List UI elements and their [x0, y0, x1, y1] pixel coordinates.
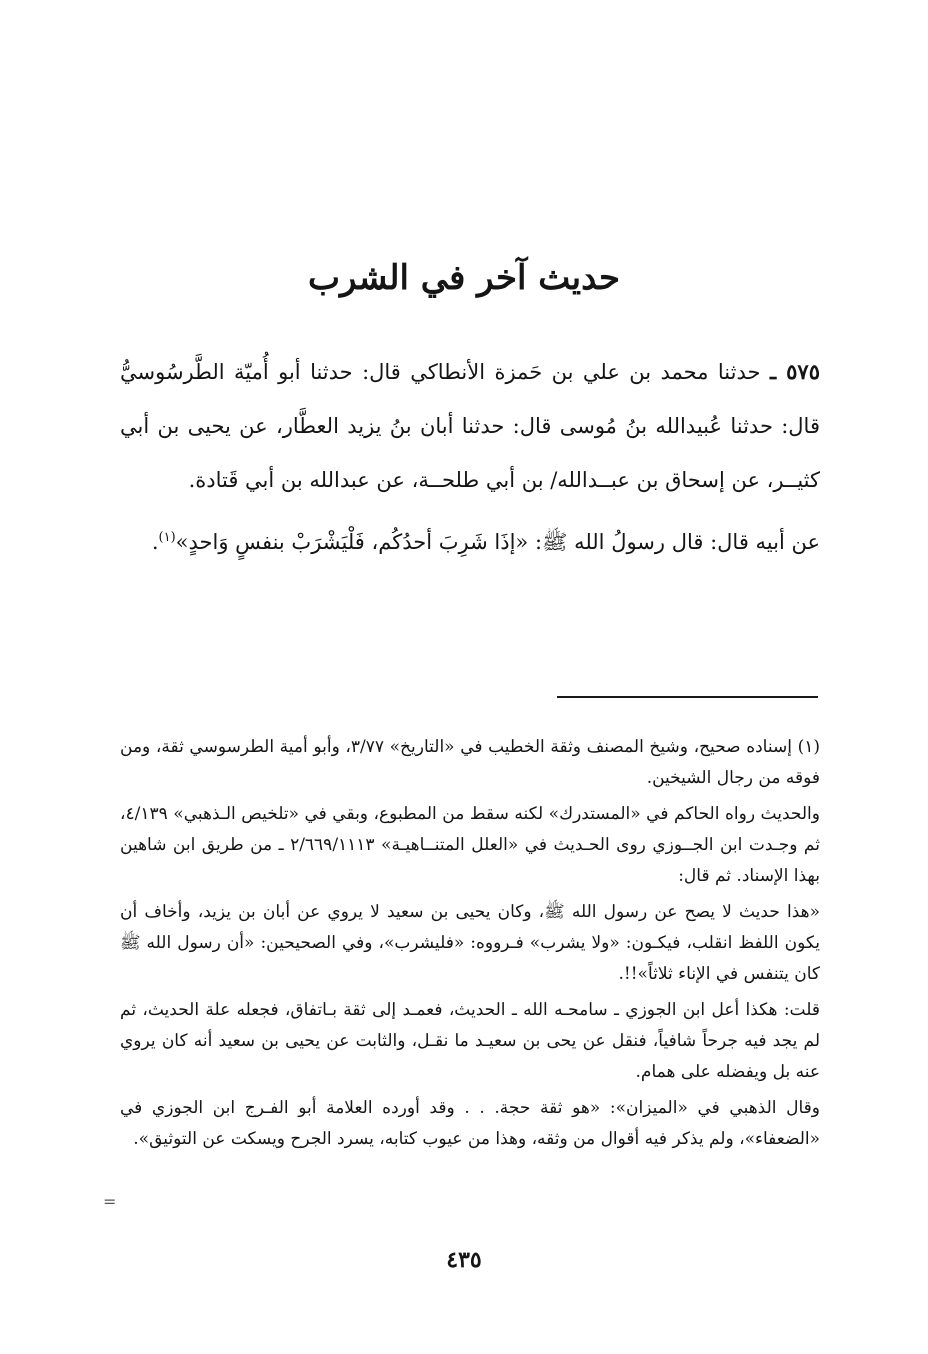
footnote-separator: [557, 696, 818, 698]
page-number: ٤٣٥: [446, 1247, 482, 1273]
footnote-paragraph: وقال الذهبي في «الميزان»: «هو ثقة حجة. . . وقد أورده العلامة أبو الفـرج ابن الجوزي في «الضعفاء»، ولم يذكر فيه أقوال من وثقه، وهذا من عيوب كتابه، يسرد الجرح ويسكت عن التوثيق».: [120, 1098, 820, 1149]
hadith-matn: عن أبيه قال: قال رسولُ الله ﷺ: «إذَا شَرِبَ أحدُكُم، فَلْيَشْرَبْ بنفسٍ وَاحدٍ»: [175, 530, 820, 554]
footnote-reference: (١): [158, 530, 176, 545]
hadith-isnad: حدثنا محمد بن علي بن حَمزة الأنطاكي قال: حدثنا أبو أُميّة الطَّرسُوسيُّ قال: حدثنا عُبيدالله بنُ مُوسى قال: حدثنا أبان بنُ يزيد العطَّار، عن يحيى بن أبي كثيــر، عن إسحاق بن عبــدالله/ بن أبي طلحــة، عن عبدالله بن أبي قَتادة.: [120, 360, 820, 492]
continuation-mark: =: [103, 1192, 117, 1211]
chapter-title: حديث آخر في الشرب: [308, 258, 620, 298]
footnote-paragraph: والحديث رواه الحاكم في «المستدرك» لكنه سقط من المطبوع، وبقي في «تلخيص الـذهبي» ٤/١٣٩، ثم وجـدت ابن الجــوزي روى الحـديث في «العلل المتنــاهيـة» ٢/٦٦٩/١١١٣ ـ من طريق ابن شاهين بهذا الإسناد. ثم قال:: [120, 804, 820, 886]
footnote-paragraph: قلت: هكذا أعل ابن الجوزي ـ سامحـه الله ـ الحديث، فعمـد إلى ثقة بـاتفاق، فجعله علة الحديث، ثم لم يجد فيه جرحاً شافياً، فنقل عن يحى بن سعيـد ما نقـل، والثابت عن يحيى بن سعيد أنه كان يروي عنه بل ويفضله على همام.: [120, 1000, 820, 1082]
hadith-number: ٥٧٥ ـ: [769, 359, 820, 384]
footnotes: [120, 732, 820, 1160]
main-text: [120, 345, 820, 569]
footnote-paragraph: (١) إسناده صحيح، وشيخ المصنف وثقة الخطيب في «التاريخ» ٣/٧٧، وأبو أمية الطرسوسي ثقة، ومن فوقه من رجال الشيخين.: [120, 737, 820, 788]
footnote-paragraph: «هذا حديث لا يصح عن رسول الله ﷺ، وكان يحيى بن سعيد لا يروي عن أبان بن يزيد، وأخاف أن يكون اللفظ انقلب، فيكـون: «ولا يشرب» فـرووه: «فليشرب»، وفي الصحيحين: «أن رسول الله ﷺ كان يتنفس في الإناء ثلاثاً»!!.: [120, 902, 820, 984]
hadith-end: .: [151, 530, 159, 554]
hadith-matn-paragraph: [120, 515, 820, 569]
hadith-isnad-paragraph: [120, 345, 820, 507]
